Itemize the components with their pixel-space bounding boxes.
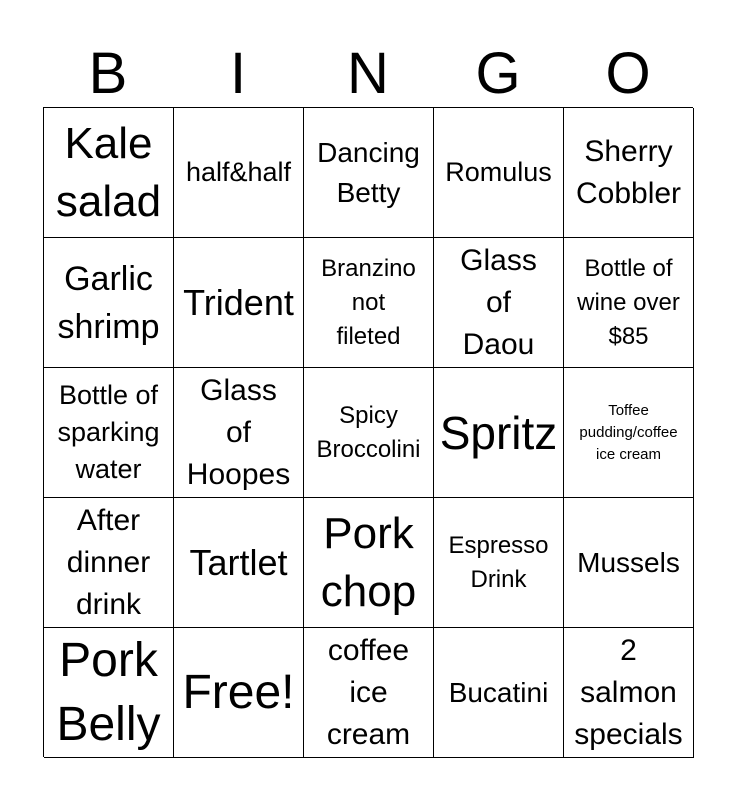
header-letter-g: G [475,41,521,106]
cell-label: Garlic shrimp [57,259,160,346]
bingo-cell[interactable] [174,498,304,628]
header-letter-o: O [605,41,651,106]
bingo-cell[interactable] [44,498,174,628]
cell-label: 2 salmon specials [574,633,683,751]
cell-label: Glass of Daou [460,243,537,361]
bingo-cell[interactable] [564,238,694,368]
cell-label: After dinner drink [66,503,151,621]
cell-label: half&half [185,157,292,187]
bingo-board [43,107,693,757]
cell-label: Spritz [439,406,558,459]
bingo-cell[interactable] [434,628,564,758]
cell-label: Spicy Broccolini [316,401,421,463]
cell-label: Romulus [445,157,552,187]
bingo-cell[interactable] [304,368,434,498]
bingo-cell[interactable] [304,498,434,628]
bingo-cell[interactable] [434,238,564,368]
cell-label: Glass of Hoopes [186,373,291,491]
cell-label: Kale salad [55,118,162,226]
cell-label: Branzino not fileted [321,254,416,350]
bingo-header [43,40,693,108]
bingo-cell[interactable] [564,368,694,498]
bingo-cell[interactable] [304,108,434,238]
cell-label: Dancing Betty [317,136,420,208]
bingo-cell[interactable] [174,368,304,498]
cell-label: coffee ice cream [326,633,411,751]
cell-label: Sherry Cobbler [575,134,682,210]
cell-label: Toffee pudding/coffee ice cream [579,401,678,463]
header-letter-b: B [88,41,128,106]
cell-label: Bucatini [448,676,549,708]
bingo-cell[interactable] [304,628,434,758]
bingo-cell[interactable] [434,108,564,238]
bingo-cell[interactable] [564,498,694,628]
bingo-cell[interactable] [434,498,564,628]
bingo-cell-free[interactable] [174,628,304,758]
cell-label: Trident [183,281,294,323]
bingo-cell[interactable] [44,628,174,758]
cell-label: Tartlet [189,541,288,583]
bingo-cell[interactable] [174,238,304,368]
bingo-cell[interactable] [174,108,304,238]
cell-label: Espresso Drink [448,531,549,593]
bingo-cell[interactable] [44,368,174,498]
cell-label: Bottle of sparking water [57,380,160,484]
cell-label: Pork chop [320,508,417,616]
cell-label: Pork Belly [56,633,161,751]
header-letter-n: N [347,41,389,106]
bingo-cell[interactable] [44,238,174,368]
bingo-cell[interactable] [564,108,694,238]
bingo-cell[interactable] [44,108,174,238]
cell-label: Bottle of wine over $85 [577,254,680,350]
bingo-cell[interactable] [564,628,694,758]
cell-label: Mussels [577,546,680,578]
header-letter-i: I [229,41,247,106]
cell-label: Free! [182,665,295,719]
bingo-cell[interactable] [434,368,564,498]
bingo-cell[interactable] [304,238,434,368]
